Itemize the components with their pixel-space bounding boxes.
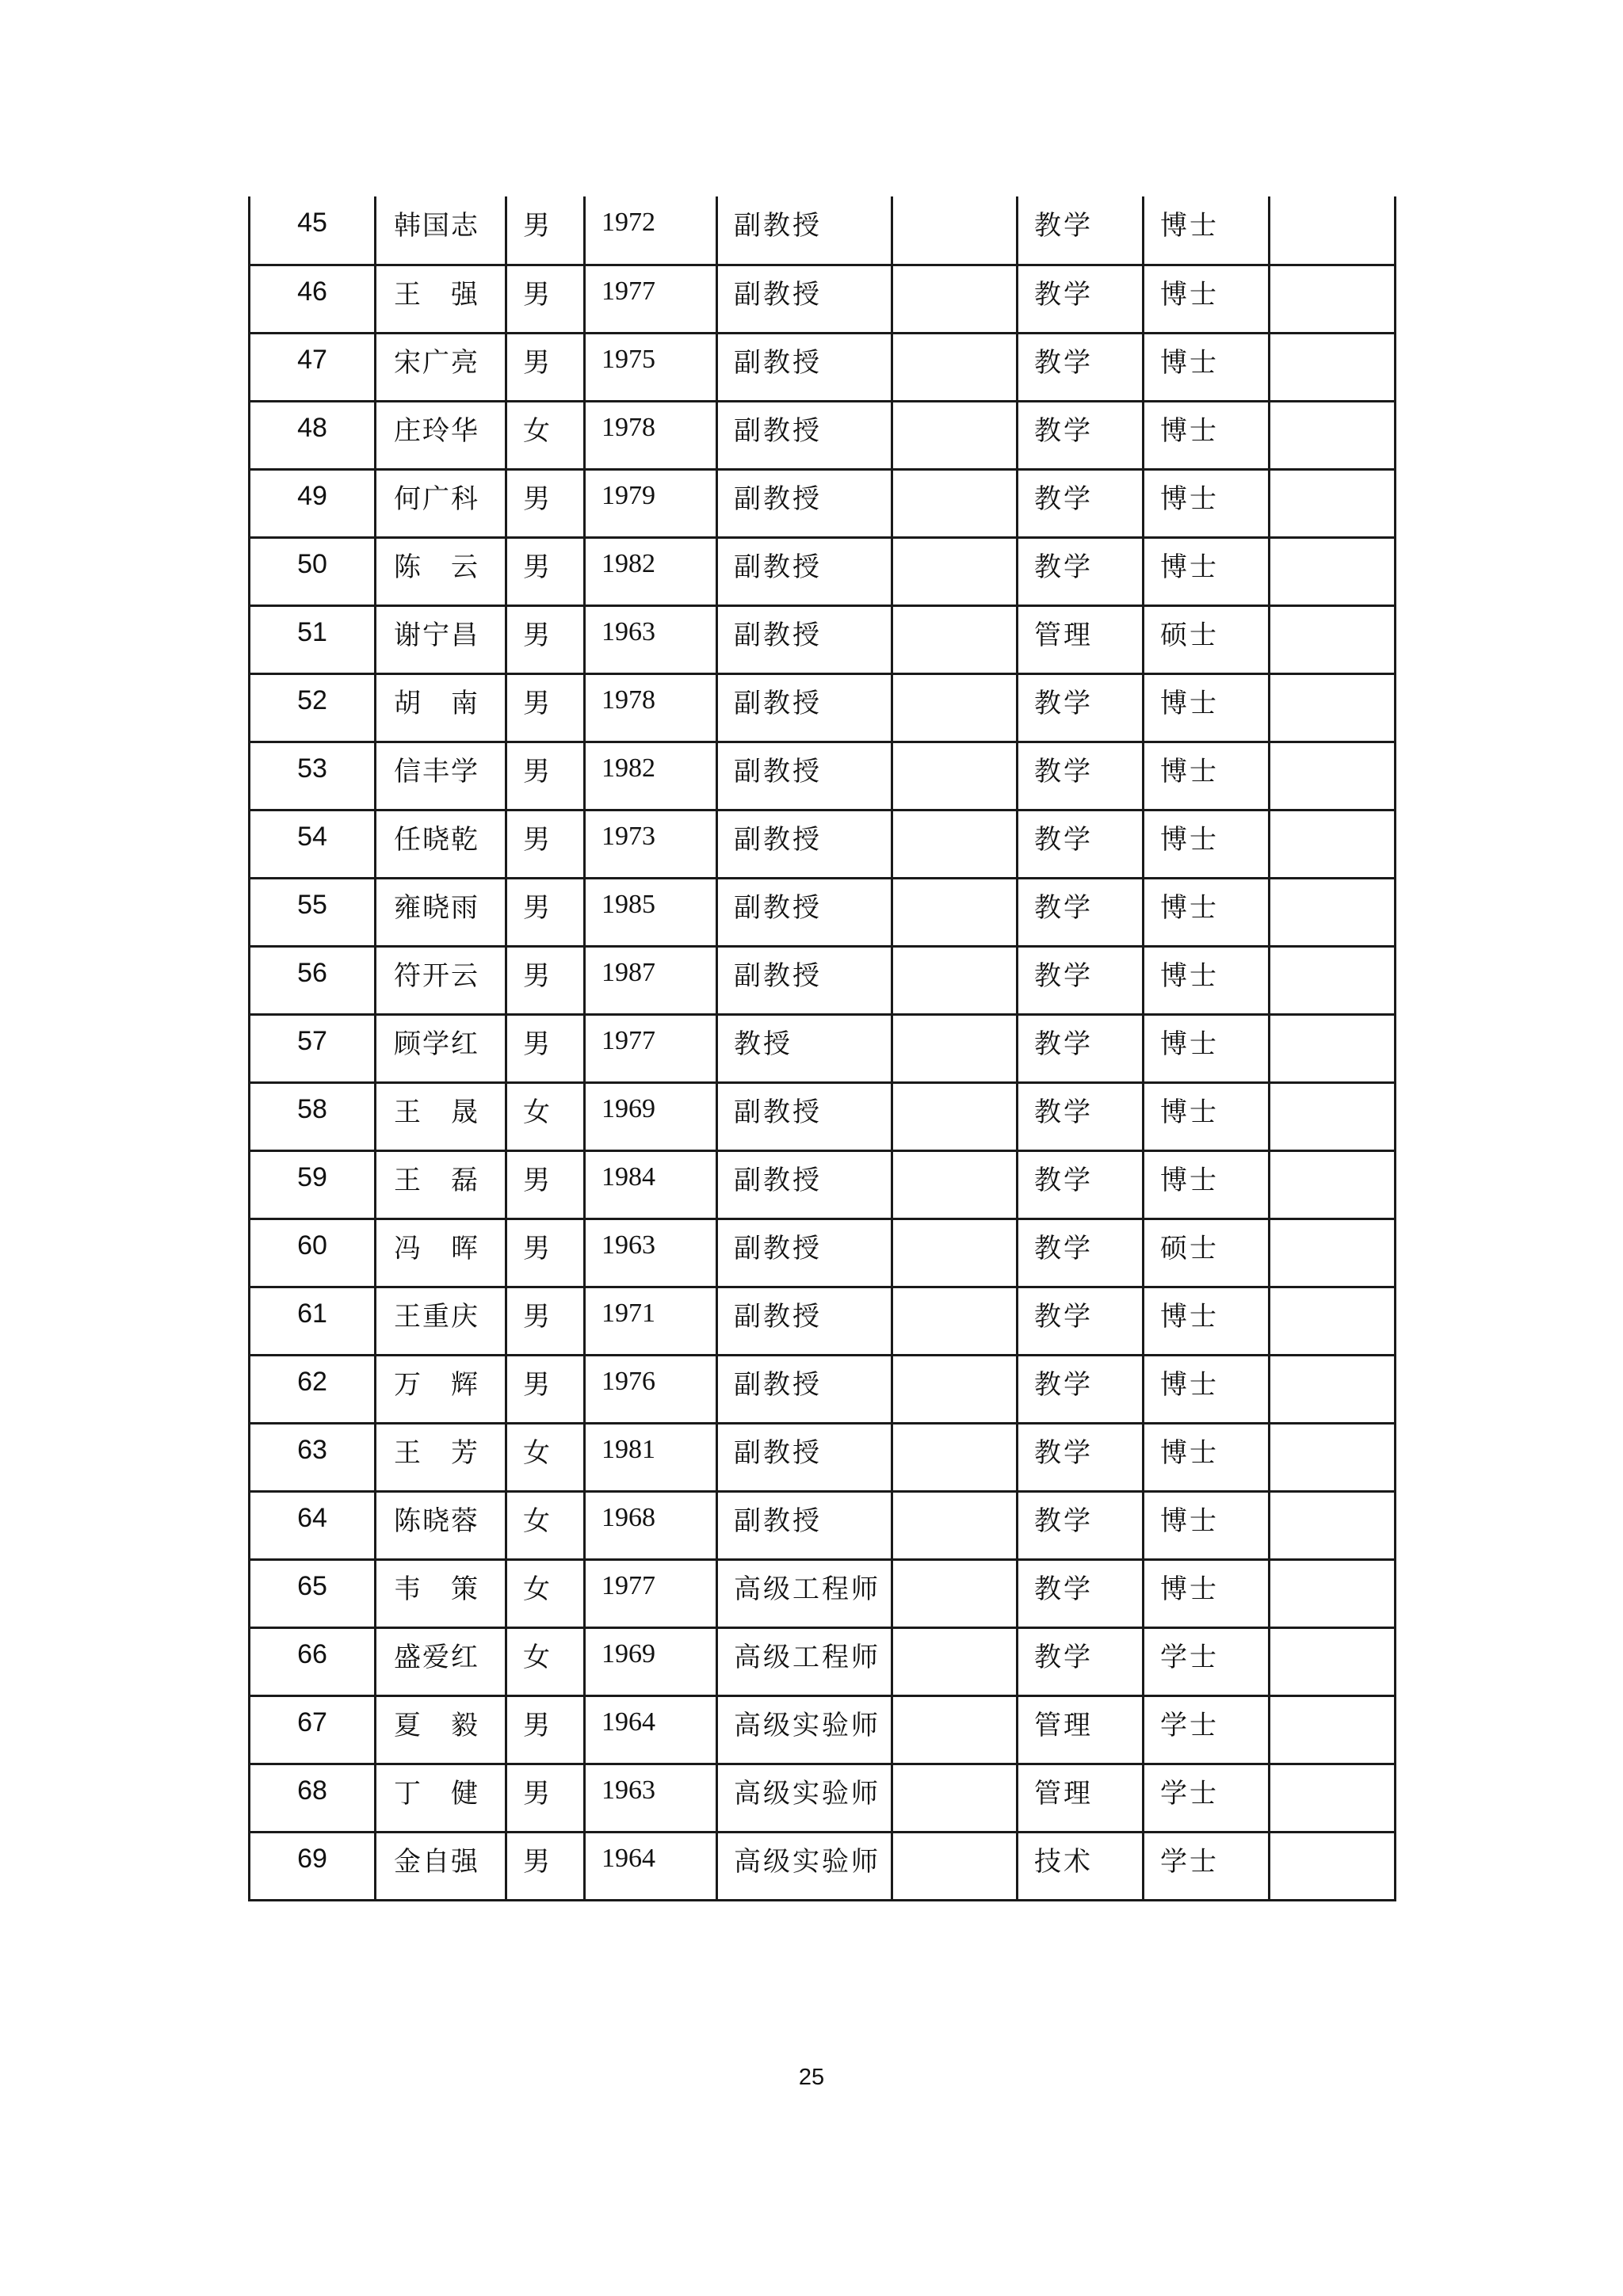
cell-birth-year: 1963: [585, 1764, 717, 1832]
cell-number: 69: [250, 1832, 376, 1900]
cell-degree: 博士: [1144, 333, 1270, 401]
cell-professional-title: 副教授: [717, 1287, 892, 1355]
cell-note: [1270, 265, 1396, 333]
cell-number: 49: [250, 469, 376, 537]
table-row: [250, 1764, 1396, 1832]
table-row: [250, 946, 1396, 1014]
cell-name: 王芳: [376, 1423, 506, 1491]
cell-professional-title: 副教授: [717, 742, 892, 810]
table-row: [250, 1355, 1396, 1423]
staff-table: [248, 196, 1396, 1901]
cell-professional-title: 副教授: [717, 333, 892, 401]
cell-degree: 博士: [1144, 537, 1270, 605]
table-row: [250, 1627, 1396, 1695]
cell-position-type: 教学: [1018, 1150, 1144, 1219]
cell-birth-year: 1971: [585, 1287, 717, 1355]
cell-position-type: 教学: [1018, 1559, 1144, 1627]
cell-note: [1270, 196, 1396, 265]
cell-professional-title: 副教授: [717, 401, 892, 469]
cell-name: 丁健: [376, 1764, 506, 1832]
cell-blank: [892, 742, 1018, 810]
cell-professional-title: 高级工程师: [717, 1559, 892, 1627]
cell-position-type: 教学: [1018, 1491, 1144, 1559]
cell-number: 55: [250, 878, 376, 946]
cell-gender: 男: [506, 1150, 585, 1219]
cell-professional-title: 高级工程师: [717, 1627, 892, 1695]
cell-degree: 学士: [1144, 1764, 1270, 1832]
cell-birth-year: 1963: [585, 605, 717, 673]
cell-number: 53: [250, 742, 376, 810]
cell-birth-year: 1973: [585, 810, 717, 878]
cell-birth-year: 1976: [585, 1355, 717, 1423]
cell-number: 60: [250, 1219, 376, 1287]
cell-gender: 男: [506, 605, 585, 673]
table-row: [250, 196, 1396, 265]
cell-name: 王重庆: [376, 1287, 506, 1355]
cell-professional-title: 副教授: [717, 673, 892, 742]
cell-gender: 男: [506, 1014, 585, 1082]
cell-position-type: 教学: [1018, 1423, 1144, 1491]
table-row: [250, 810, 1396, 878]
cell-birth-year: 1977: [585, 1014, 717, 1082]
cell-number: 59: [250, 1150, 376, 1219]
cell-birth-year: 1981: [585, 1423, 717, 1491]
cell-name: 韦策: [376, 1559, 506, 1627]
cell-position-type: 管理: [1018, 1695, 1144, 1764]
cell-number: 52: [250, 673, 376, 742]
cell-number: 45: [250, 196, 376, 265]
cell-name: 王晟: [376, 1082, 506, 1150]
cell-name: 王强: [376, 265, 506, 333]
cell-birth-year: 1964: [585, 1695, 717, 1764]
cell-note: [1270, 1491, 1396, 1559]
cell-name: 符开云: [376, 946, 506, 1014]
cell-position-type: 教学: [1018, 537, 1144, 605]
cell-degree: 博士: [1144, 1559, 1270, 1627]
cell-note: [1270, 673, 1396, 742]
cell-note: [1270, 1355, 1396, 1423]
cell-note: [1270, 1695, 1396, 1764]
table-row: [250, 469, 1396, 537]
cell-name: 盛爱红: [376, 1627, 506, 1695]
cell-professional-title: 副教授: [717, 1423, 892, 1491]
cell-name: 陈云: [376, 537, 506, 605]
cell-name: 谢宁昌: [376, 605, 506, 673]
cell-gender: 男: [506, 537, 585, 605]
cell-blank: [892, 1355, 1018, 1423]
cell-degree: 博士: [1144, 469, 1270, 537]
cell-name: 夏毅: [376, 1695, 506, 1764]
table-row: [250, 1219, 1396, 1287]
cell-note: [1270, 810, 1396, 878]
table-row: [250, 1014, 1396, 1082]
table-row: [250, 1423, 1396, 1491]
cell-birth-year: 1963: [585, 1219, 717, 1287]
cell-name: 信丰学: [376, 742, 506, 810]
cell-professional-title: 教授: [717, 1014, 892, 1082]
cell-name: 何广科: [376, 469, 506, 537]
cell-professional-title: 副教授: [717, 265, 892, 333]
cell-number: 46: [250, 265, 376, 333]
cell-degree: 博士: [1144, 1423, 1270, 1491]
cell-note: [1270, 401, 1396, 469]
cell-birth-year: 1984: [585, 1150, 717, 1219]
cell-position-type: 管理: [1018, 605, 1144, 673]
cell-note: [1270, 469, 1396, 537]
cell-professional-title: 副教授: [717, 1150, 892, 1219]
cell-number: 54: [250, 810, 376, 878]
table-row: [250, 333, 1396, 401]
table-row: [250, 878, 1396, 946]
cell-note: [1270, 946, 1396, 1014]
cell-degree: 博士: [1144, 742, 1270, 810]
cell-gender: 男: [506, 1219, 585, 1287]
cell-blank: [892, 469, 1018, 537]
cell-position-type: 教学: [1018, 469, 1144, 537]
cell-birth-year: 1969: [585, 1082, 717, 1150]
table-row: [250, 1832, 1396, 1900]
cell-blank: [892, 1491, 1018, 1559]
cell-professional-title: 副教授: [717, 878, 892, 946]
cell-professional-title: 高级实验师: [717, 1695, 892, 1764]
cell-note: [1270, 1832, 1396, 1900]
cell-birth-year: 1979: [585, 469, 717, 537]
cell-note: [1270, 1559, 1396, 1627]
cell-blank: [892, 810, 1018, 878]
cell-name: 任晓乾: [376, 810, 506, 878]
cell-note: [1270, 537, 1396, 605]
cell-gender: 男: [506, 878, 585, 946]
cell-blank: [892, 1627, 1018, 1695]
cell-degree: 硕士: [1144, 605, 1270, 673]
cell-birth-year: 1964: [585, 1832, 717, 1900]
cell-note: [1270, 1219, 1396, 1287]
cell-name: 宋广亮: [376, 333, 506, 401]
table-row: [250, 1150, 1396, 1219]
cell-blank: [892, 1150, 1018, 1219]
page-number: 25: [798, 2065, 825, 2090]
cell-professional-title: 副教授: [717, 1082, 892, 1150]
table-row: [250, 1491, 1396, 1559]
cell-degree: 博士: [1144, 810, 1270, 878]
cell-birth-year: 1968: [585, 1491, 717, 1559]
cell-number: 61: [250, 1287, 376, 1355]
cell-position-type: 教学: [1018, 401, 1144, 469]
cell-degree: 博士: [1144, 1491, 1270, 1559]
cell-blank: [892, 1014, 1018, 1082]
cell-number: 56: [250, 946, 376, 1014]
cell-blank: [892, 265, 1018, 333]
cell-name: 庄玲华: [376, 401, 506, 469]
cell-note: [1270, 1423, 1396, 1491]
cell-birth-year: 1977: [585, 1559, 717, 1627]
cell-position-type: 教学: [1018, 1014, 1144, 1082]
cell-note: [1270, 1150, 1396, 1219]
cell-position-type: 技术: [1018, 1832, 1144, 1900]
cell-professional-title: 副教授: [717, 1355, 892, 1423]
cell-position-type: 教学: [1018, 1355, 1144, 1423]
cell-degree: 学士: [1144, 1627, 1270, 1695]
cell-gender: 男: [506, 1355, 585, 1423]
cell-number: 66: [250, 1627, 376, 1695]
cell-gender: 女: [506, 1423, 585, 1491]
cell-blank: [892, 1423, 1018, 1491]
cell-degree: 博士: [1144, 265, 1270, 333]
table-row: [250, 1695, 1396, 1764]
cell-number: 58: [250, 1082, 376, 1150]
cell-blank: [892, 1287, 1018, 1355]
cell-number: 47: [250, 333, 376, 401]
cell-degree: 博士: [1144, 1150, 1270, 1219]
cell-note: [1270, 1764, 1396, 1832]
table-row: [250, 1559, 1396, 1627]
cell-number: 65: [250, 1559, 376, 1627]
cell-number: 50: [250, 537, 376, 605]
cell-note: [1270, 742, 1396, 810]
cell-position-type: 教学: [1018, 1627, 1144, 1695]
cell-degree: 博士: [1144, 878, 1270, 946]
cell-blank: [892, 1695, 1018, 1764]
cell-gender: 女: [506, 1627, 585, 1695]
cell-degree: 学士: [1144, 1832, 1270, 1900]
cell-birth-year: 1987: [585, 946, 717, 1014]
table-row: [250, 537, 1396, 605]
cell-birth-year: 1975: [585, 333, 717, 401]
cell-blank: [892, 401, 1018, 469]
cell-birth-year: 1982: [585, 537, 717, 605]
cell-name: 陈晓蓉: [376, 1491, 506, 1559]
cell-gender: 男: [506, 1832, 585, 1900]
cell-number: 57: [250, 1014, 376, 1082]
cell-degree: 博士: [1144, 946, 1270, 1014]
cell-name: 王磊: [376, 1150, 506, 1219]
cell-gender: 男: [506, 265, 585, 333]
cell-note: [1270, 1014, 1396, 1082]
cell-position-type: 教学: [1018, 673, 1144, 742]
cell-gender: 男: [506, 1695, 585, 1764]
cell-blank: [892, 537, 1018, 605]
cell-note: [1270, 1287, 1396, 1355]
table-row: [250, 673, 1396, 742]
cell-blank: [892, 605, 1018, 673]
table-row: [250, 1082, 1396, 1150]
cell-birth-year: 1969: [585, 1627, 717, 1695]
cell-degree: 博士: [1144, 1355, 1270, 1423]
cell-birth-year: 1985: [585, 878, 717, 946]
cell-degree: 博士: [1144, 1287, 1270, 1355]
cell-name: 雍晓雨: [376, 878, 506, 946]
cell-birth-year: 1982: [585, 742, 717, 810]
cell-blank: [892, 946, 1018, 1014]
cell-position-type: 教学: [1018, 1219, 1144, 1287]
cell-note: [1270, 1627, 1396, 1695]
table-row: [250, 605, 1396, 673]
cell-blank: [892, 673, 1018, 742]
cell-professional-title: 副教授: [717, 810, 892, 878]
cell-note: [1270, 333, 1396, 401]
cell-number: 68: [250, 1764, 376, 1832]
cell-blank: [892, 1764, 1018, 1832]
table-row: [250, 265, 1396, 333]
cell-professional-title: 副教授: [717, 537, 892, 605]
cell-name: 冯晖: [376, 1219, 506, 1287]
cell-number: 63: [250, 1423, 376, 1491]
cell-professional-title: 副教授: [717, 1219, 892, 1287]
cell-birth-year: 1978: [585, 673, 717, 742]
cell-birth-year: 1978: [585, 401, 717, 469]
cell-blank: [892, 333, 1018, 401]
cell-professional-title: 副教授: [717, 1491, 892, 1559]
cell-position-type: 教学: [1018, 196, 1144, 265]
cell-degree: 学士: [1144, 1695, 1270, 1764]
table-row: [250, 1287, 1396, 1355]
cell-gender: 男: [506, 469, 585, 537]
table-body: [250, 196, 1396, 1900]
cell-number: 51: [250, 605, 376, 673]
cell-birth-year: 1972: [585, 196, 717, 265]
table-row: [250, 742, 1396, 810]
cell-gender: 男: [506, 1764, 585, 1832]
cell-degree: 博士: [1144, 673, 1270, 742]
cell-blank: [892, 1082, 1018, 1150]
cell-professional-title: 副教授: [717, 469, 892, 537]
cell-position-type: 教学: [1018, 1287, 1144, 1355]
cell-birth-year: 1977: [585, 265, 717, 333]
cell-blank: [892, 1832, 1018, 1900]
cell-name: 韩国志: [376, 196, 506, 265]
cell-degree: 博士: [1144, 1082, 1270, 1150]
cell-degree: 博士: [1144, 401, 1270, 469]
cell-position-type: 教学: [1018, 810, 1144, 878]
cell-professional-title: 高级实验师: [717, 1764, 892, 1832]
cell-name: 顾学红: [376, 1014, 506, 1082]
cell-professional-title: 副教授: [717, 196, 892, 265]
cell-name: 金自强: [376, 1832, 506, 1900]
cell-gender: 女: [506, 1082, 585, 1150]
cell-gender: 男: [506, 946, 585, 1014]
cell-gender: 女: [506, 1559, 585, 1627]
cell-blank: [892, 196, 1018, 265]
cell-number: 67: [250, 1695, 376, 1764]
cell-position-type: 管理: [1018, 1764, 1144, 1832]
cell-blank: [892, 1219, 1018, 1287]
cell-gender: 男: [506, 333, 585, 401]
cell-gender: 男: [506, 673, 585, 742]
cell-gender: 男: [506, 742, 585, 810]
cell-note: [1270, 878, 1396, 946]
cell-position-type: 教学: [1018, 946, 1144, 1014]
cell-degree: 博士: [1144, 1014, 1270, 1082]
cell-professional-title: 副教授: [717, 946, 892, 1014]
cell-name: 万辉: [376, 1355, 506, 1423]
table-row: [250, 401, 1396, 469]
cell-name: 胡南: [376, 673, 506, 742]
cell-degree: 硕士: [1144, 1219, 1270, 1287]
cell-number: 48: [250, 401, 376, 469]
cell-gender: 男: [506, 810, 585, 878]
cell-number: 64: [250, 1491, 376, 1559]
cell-gender: 男: [506, 196, 585, 265]
cell-position-type: 教学: [1018, 742, 1144, 810]
cell-blank: [892, 878, 1018, 946]
cell-degree: 博士: [1144, 196, 1270, 265]
cell-blank: [892, 1559, 1018, 1627]
cell-position-type: 教学: [1018, 1082, 1144, 1150]
cell-position-type: 教学: [1018, 878, 1144, 946]
cell-note: [1270, 1082, 1396, 1150]
cell-number: 62: [250, 1355, 376, 1423]
cell-gender: 女: [506, 401, 585, 469]
cell-professional-title: 副教授: [717, 605, 892, 673]
cell-position-type: 教学: [1018, 333, 1144, 401]
cell-position-type: 教学: [1018, 265, 1144, 333]
cell-gender: 女: [506, 1491, 585, 1559]
cell-professional-title: 高级实验师: [717, 1832, 892, 1900]
cell-note: [1270, 605, 1396, 673]
cell-gender: 男: [506, 1287, 585, 1355]
